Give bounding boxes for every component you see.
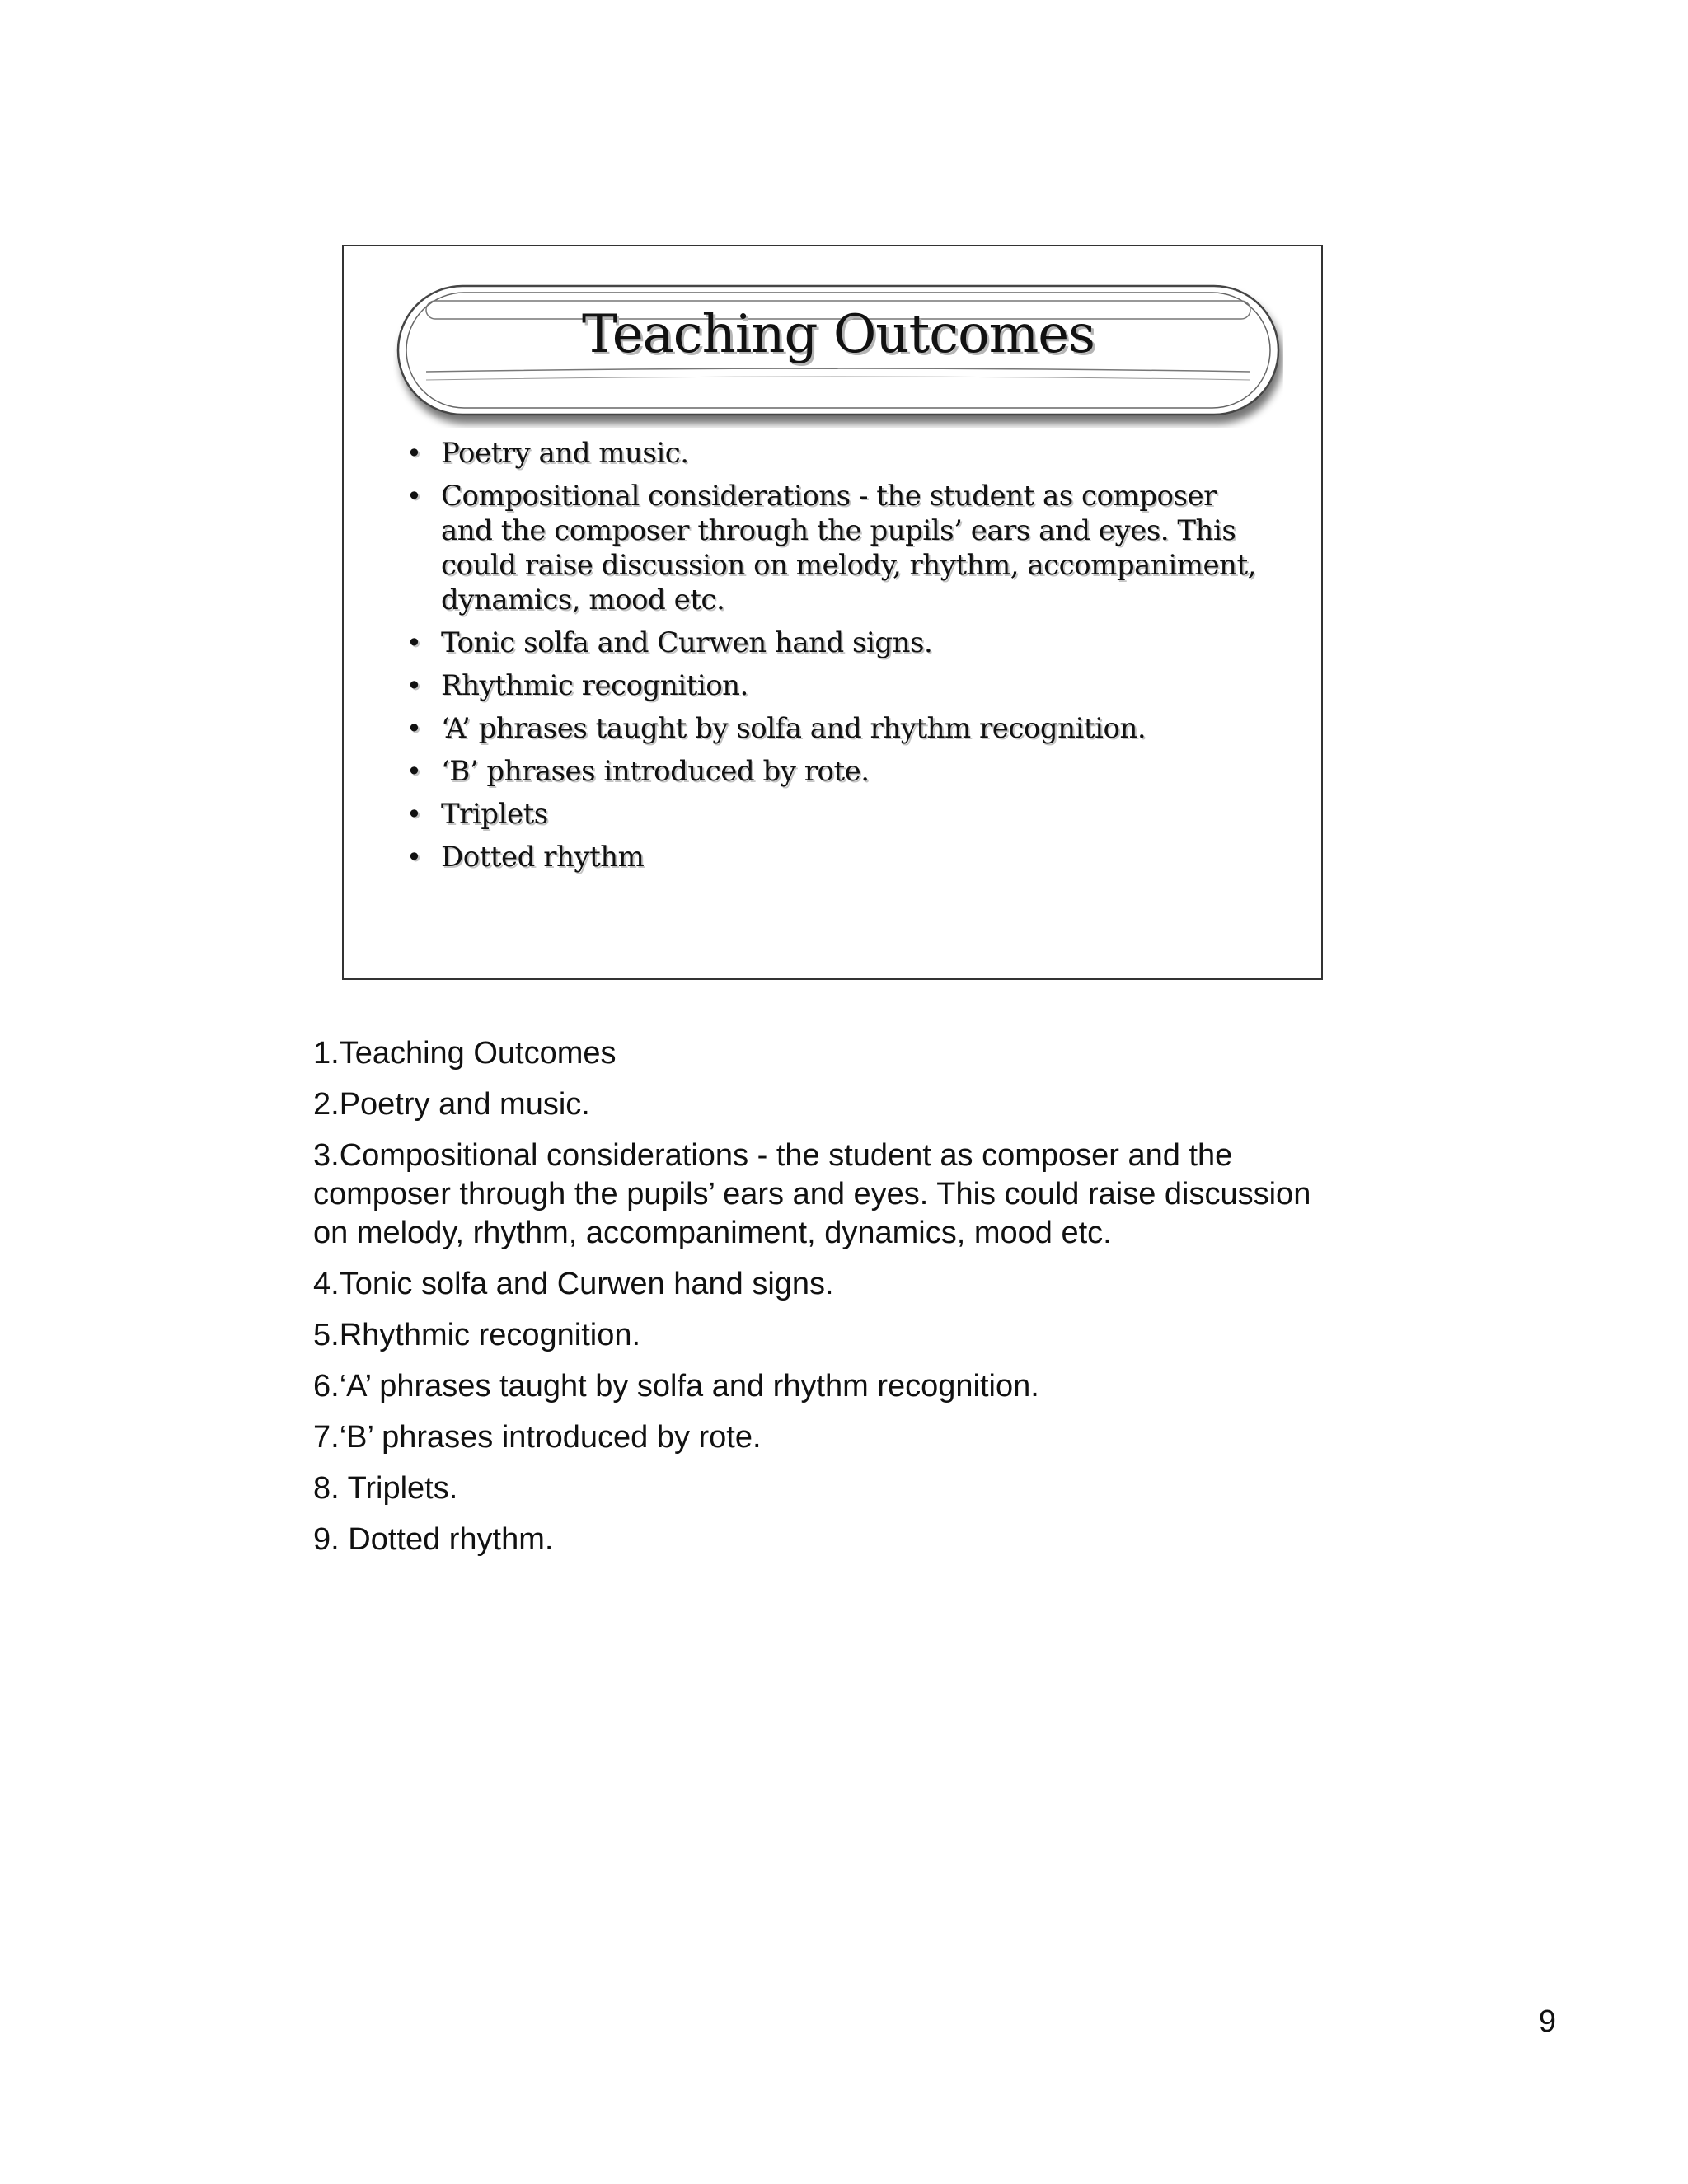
slide-bullet-text: Rhythmic recognition. [441,669,748,702]
slide-bullet-text: Poetry and music. [441,437,689,470]
bullet-icon: • [406,799,422,830]
slide-bullet-text: Triplets [441,798,548,831]
bullet-icon: • [406,841,422,873]
note-item: 5.Rhythmic recognition. [313,1318,641,1352]
bullet-icon: • [406,670,422,701]
slide-title: Teaching Outcomes [582,304,1095,365]
bullet-icon: • [406,627,422,658]
title-banner [393,279,1283,411]
slide-bullet-item [400,840,1273,874]
bullet-icon: • [406,756,422,787]
page-number: 9 [1538,2004,1556,2039]
note-item: 2.Poetry and music. [313,1087,590,1122]
slide-bullet-text: ‘A’ phrases taught by solfa and rhythm recognition. [441,712,1146,745]
slide-bullet-item [400,754,1273,789]
note-item: 7.‘B’ phrases introduced by rote. [313,1420,762,1455]
note-item: 4.Tonic solfa and Curwen hand signs. [313,1267,834,1301]
bullet-icon: • [406,713,422,744]
slide-bullet-text: ‘B’ phrases introduced by rote. [441,755,870,788]
slide-bullet-text: Dotted rhythm [441,841,645,874]
slide-bullet-list [400,436,1273,883]
note-item: 6.‘A’ phrases taught by solfa and rhythm recognition. [313,1369,1039,1404]
slide-bullet-text: Tonic solfa and Curwen hand signs. [441,626,933,659]
slide-thumbnail [342,245,1323,980]
bullet-icon: • [406,438,422,469]
slide-bullet-item [400,797,1273,832]
bullet-icon: • [406,480,422,512]
speaker-notes [313,1034,1352,1572]
slide-bullet-item [400,668,1273,703]
note-item: 1.Teaching Outcomes [313,1036,617,1071]
slide-bullet-item [400,711,1273,746]
slide-bullet-item [400,436,1273,471]
slide-bullet-text: Compositional considerations - the student as composer and the composer through the pupils’ ears and eyes. This could raise discussion on melody, rhythm, accompaniment, dynamics, mood etc. [441,480,1256,616]
note-item: 9. Dotted rhythm. [313,1522,554,1557]
slide-bullet-item [400,626,1273,660]
note-item: 3.Compositional considerations - the student as composer and the composer through the pupils’ ears and eyes. This could raise discussion on melody, rhythm, accompaniment, dynamics, mood etc. [313,1138,1311,1250]
note-item: 8. Triplets. [313,1471,458,1506]
slide-bullet-item [400,479,1273,617]
